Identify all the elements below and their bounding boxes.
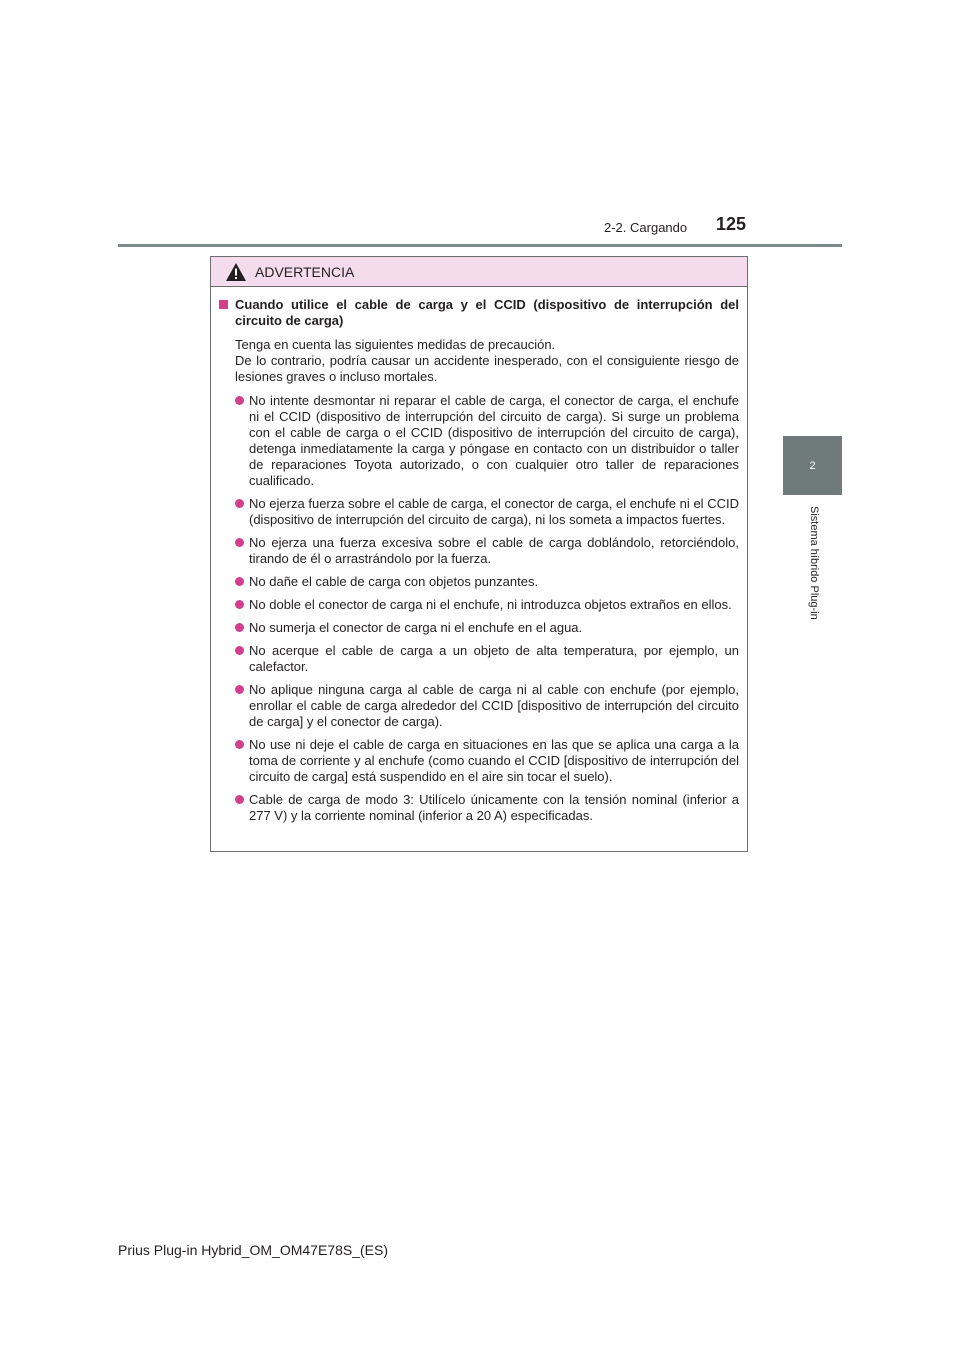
- bullet-icon: [235, 740, 244, 749]
- list-item-text: No intente desmontar ni reparar el cable de carga, el conector de carga, el enchufe ni el CCID (dispositivo de interrupción del circuito de carga). Si surge un problema con el cable de carga o el CCID (dispositivo de interrupción del circuito de carga), detenga inmediatamente la carga y póngase en contacto con un distribuidor o taller de reparaciones Toyota autorizado, o con cualquier otro taller de reparaciones cualificado.: [249, 393, 739, 488]
- document-id: Prius Plug-in Hybrid_OM_OM47E78S_(ES): [118, 1242, 388, 1258]
- list-item: [235, 737, 739, 785]
- bullet-icon: [235, 795, 244, 804]
- list-item-text: No ejerza fuerza sobre el cable de carga, el conector de carga, el enchufe ni el CCID (dispositivo de interrupción del circuito de carga), ni los someta a impactos fuertes.: [249, 496, 739, 527]
- bullet-icon: [235, 577, 244, 586]
- list-item-text: No use ni deje el cable de carga en situaciones en las que se aplica una carga a la toma de corriente y al enchufe (como cuando el CCID [dispositivo de interrupción del circuito de carga] está suspendido en el aire sin tocar el suelo).: [249, 737, 739, 784]
- list-item-text: No aplique ninguna carga al cable de carga ni al cable con enchufe (por ejemplo, enrollar el cable de carga alrededor del CCID [dispositivo de interrupción del circuito de carga] y el conector de carga).: [249, 682, 739, 729]
- bullet-icon: [235, 396, 244, 405]
- list-item-text: No acerque el cable de carga a un objeto de alta temperatura, por ejemplo, un calefactor.: [249, 643, 739, 674]
- list-item: [235, 496, 739, 528]
- topic-title: Cuando utilice el cable de carga y el CCID (dispositivo de interrupción del circuito de carga): [235, 297, 739, 328]
- list-item: [235, 792, 739, 824]
- list-item: [235, 574, 739, 590]
- warning-title: ADVERTENCIA: [255, 263, 355, 280]
- precaution-list: [219, 393, 739, 824]
- intro-line: Tenga en cuenta las siguientes medidas de precaución.: [235, 337, 556, 352]
- page-number: 125: [716, 214, 747, 234]
- warning-triangle-icon: [225, 262, 247, 282]
- list-item-text: No doble el conector de carga ni el enchufe, ni introduzca objetos extraños en ellos.: [249, 597, 732, 612]
- list-item: [235, 597, 739, 613]
- list-item: [235, 393, 739, 489]
- list-item: [235, 535, 739, 567]
- list-item-text: No dañe el cable de carga con objetos punzantes.: [249, 574, 539, 589]
- warning-intro: [235, 337, 739, 385]
- bullet-icon: [235, 600, 244, 609]
- square-bullet-icon: [219, 300, 228, 309]
- chapter-title: Sistema híbrido Plug-in: [808, 506, 820, 620]
- bullet-icon: [235, 538, 244, 547]
- list-item: [235, 643, 739, 675]
- bullet-icon: [235, 646, 244, 655]
- list-item: [235, 682, 739, 730]
- warning-topic: [219, 297, 739, 329]
- list-item-text: No ejerza una fuerza excesiva sobre el cable de carga doblándolo, retorciéndolo, tirando de él o arrastrándolo por la fuerza.: [249, 535, 739, 566]
- list-item-text: Cable de carga de modo 3: Utilícelo únicamente con la tensión nominal (inferior a 277 V) y la corriente nominal (inferior a 20 A) especificadas.: [249, 792, 739, 823]
- chapter-number: 2: [809, 459, 816, 472]
- bullet-icon: [235, 685, 244, 694]
- bullet-icon: [235, 623, 244, 632]
- list-item-text: No sumerja el conector de carga ni el enchufe en el agua.: [249, 620, 583, 635]
- warning-header: [211, 257, 747, 287]
- chapter-tab: [783, 436, 842, 495]
- header-divider: [118, 244, 842, 247]
- list-item: [235, 620, 739, 636]
- section-title: 2-2. Cargando: [604, 220, 688, 235]
- warning-body: [211, 287, 747, 824]
- warning-box: [210, 256, 748, 852]
- intro-line: De lo contrario, podría causar un accidente inesperado, con el consiguiente riesgo de lesiones graves o incluso mortales.: [235, 353, 739, 384]
- bullet-icon: [235, 499, 244, 508]
